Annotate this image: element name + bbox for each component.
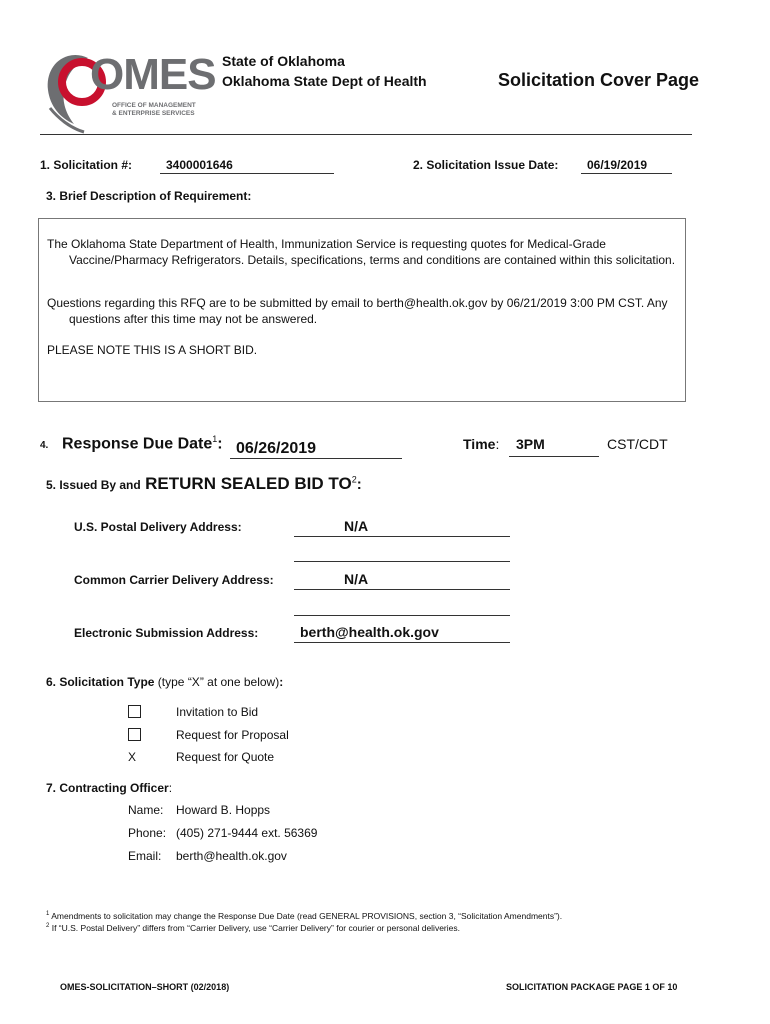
footnote-2-text: If “U.S. Postal Delivery” differs from “Carrier Delivery, use “Carrier Delivery” for courier or personal deliveries.: [51, 923, 460, 933]
response-due-label-wrap: [62, 434, 223, 453]
response-date-field: [230, 440, 402, 459]
agency-name: Oklahoma State Dept of Health: [222, 73, 427, 89]
request-for-proposal-label: Request for Proposal: [176, 728, 289, 742]
issued-by-heading: [46, 474, 362, 494]
response-due-label: Response Due Date: [62, 435, 213, 453]
timezone-text: CST/CDT: [607, 436, 668, 452]
footnote-1-text: Amendments to solicitation may change the Response Due Date (read GENERAL PROVISIONS, section 3, “Solicitation Amendments”).: [51, 911, 563, 921]
issued-by-colon: :: [356, 476, 362, 493]
postal-address-line-2: [294, 553, 510, 562]
state-name: State of Oklahoma: [222, 53, 345, 69]
page-info: SOLICITATION PACKAGE PAGE 1 OF 10: [506, 982, 678, 992]
footnote-2: [46, 923, 460, 933]
officer-phone-label: Phone:: [128, 826, 167, 840]
carrier-address-field: [294, 571, 510, 590]
officer-email-value: berth@health.ok.gov: [176, 849, 287, 863]
page-title: Solicitation Cover Page: [498, 70, 700, 90]
solicitation-number-label: 1. Solicitation #:: [40, 158, 133, 172]
electronic-address-label: Electronic Submission Address:: [74, 626, 259, 640]
postal-address-label: U.S. Postal Delivery Address:: [74, 520, 242, 534]
time-colon: :: [495, 436, 500, 452]
officer-phone-value: (405) 271-9444 ext. 56369: [176, 826, 318, 840]
response-date-value: 06/26/2019: [236, 440, 317, 457]
footnote-2-number: 2: [46, 923, 50, 930]
carrier-address-line-2: [294, 607, 510, 616]
description-paragraph-2: Questions regarding this RFQ are to be submitted by email to berth@health.ok.gov by 06/21/2019 3:00 PM CST. Any questions after this time may not be answered.: [47, 296, 668, 326]
officer-email-label: Email:: [128, 849, 162, 863]
carrier-address-label: Common Carrier Delivery Address:: [74, 573, 274, 587]
request-for-quote-mark[interactable]: X: [128, 750, 137, 764]
electronic-address-value: berth@health.ok.gov: [300, 624, 439, 640]
time-value: 3PM: [516, 436, 545, 452]
request-for-proposal-checkbox[interactable]: [128, 728, 141, 741]
solicitation-number-value: 3400001646: [166, 158, 233, 172]
invitation-to-bid-label: Invitation to Bid: [176, 705, 259, 719]
description-paragraph-1: The Oklahoma State Department of Health, Immunization Service is requesting quotes for Medical-Grade Vaccine/Pharmacy Refrigerators. Details, specifications, terms and conditions are contained within this solicitation.: [47, 237, 676, 267]
logo-subtext-1: OFFICE OF MANAGEMENT: [112, 102, 196, 109]
response-due-colon: :: [217, 435, 223, 453]
solicitation-type-heading: [46, 675, 283, 689]
omes-logo: [40, 48, 216, 134]
description-label: 3. Brief Description of Requirement:: [46, 189, 252, 203]
solicitation-type-label: 6. Solicitation Type: [46, 675, 155, 689]
time-field: [509, 436, 599, 457]
request-for-quote-label: Request for Quote: [176, 750, 275, 764]
response-number: 4.: [40, 440, 49, 451]
officer-name-label: Name:: [128, 803, 164, 817]
invitation-to-bid-checkbox[interactable]: [128, 705, 141, 718]
issued-by-prefix: 5. Issued By and: [46, 478, 141, 492]
footnote-1-number: 1: [46, 911, 50, 918]
postal-address-value: N/A: [344, 518, 369, 534]
carrier-address-value: N/A: [344, 571, 369, 587]
contracting-officer-heading: [46, 781, 172, 795]
footnote-1: [46, 911, 562, 921]
issue-date-field: [581, 158, 672, 174]
issue-date-label: 2. Solicitation Issue Date:: [413, 158, 559, 172]
issue-date-value: 06/19/2019: [587, 158, 648, 172]
solicitation-number-field: [160, 158, 334, 174]
time-label: Time: [463, 436, 496, 452]
form-id: OMES-SOLICITATION–SHORT (02/2018): [60, 982, 230, 992]
description-box: [38, 218, 686, 402]
logo-text: OMES: [90, 50, 216, 99]
solicitation-type-colon: :: [279, 675, 284, 689]
header-divider: [40, 134, 692, 135]
solicitation-type-instruction: (type “X” at one below): [154, 675, 280, 689]
contracting-officer-colon: :: [168, 781, 173, 795]
officer-name-value: Howard B. Hopps: [176, 803, 271, 817]
footnote-ref-2: 2: [351, 474, 357, 485]
logo-subtext-2: & ENTERPRISE SERVICES: [112, 110, 195, 117]
footnote-ref-1: 1: [212, 434, 218, 444]
contracting-officer-label: 7. Contracting Officer: [46, 781, 169, 795]
description-paragraph-3: PLEASE NOTE THIS IS A SHORT BID.: [47, 343, 258, 357]
issued-by-big: RETURN SEALED BID TO: [145, 474, 352, 493]
postal-address-field: [294, 518, 510, 537]
electronic-address-field: [294, 624, 510, 643]
time-label-wrap: [463, 436, 499, 452]
